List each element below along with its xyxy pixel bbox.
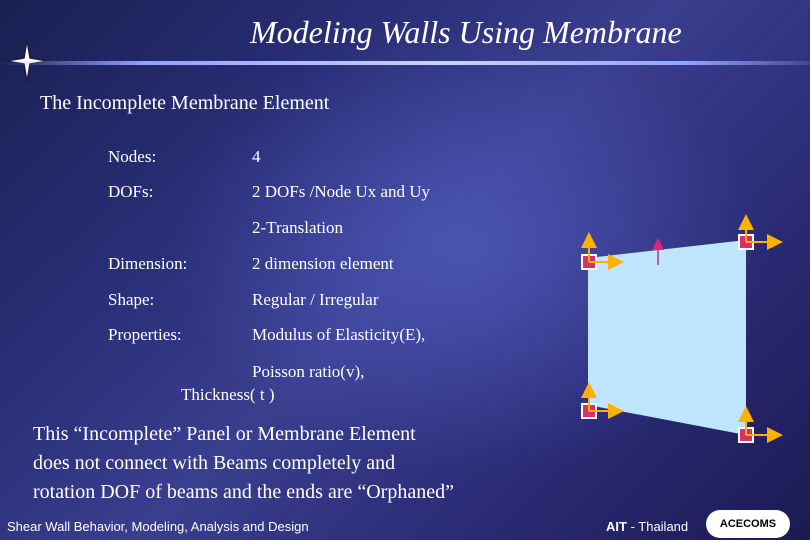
paragraph-line: does not connect with Beams completely and [33, 452, 396, 474]
paragraph-line: rotation DOF of beams and the ends are “Orphaned” [33, 481, 454, 503]
footer-location: - Thailand [626, 519, 689, 534]
dimension-value: 2 dimension element [252, 254, 394, 273]
properties-value: Modulus of Elasticity(E), [252, 325, 426, 344]
slide-subtitle: The Incomplete Membrane Element [40, 92, 330, 114]
description-paragraph [33, 420, 573, 507]
nodes-value: 4 [252, 147, 261, 166]
title-divider [0, 61, 810, 65]
shape-value: Regular / Irregular [252, 290, 379, 309]
footer-brand: AIT [606, 519, 627, 534]
dofs-value: 2 DOFs /Node Ux and Uy [252, 182, 431, 201]
direction-arrow-icon [652, 238, 664, 250]
nodes-label: Nodes: [108, 147, 157, 166]
footer-course-title: Shear Wall Behavior, Modeling, Analysis and Design [7, 519, 309, 534]
membrane-element-diagram [570, 210, 790, 450]
acecoms-logo: ACECOMS [706, 510, 790, 538]
footer-institution [606, 519, 688, 534]
properties-label: Properties: [108, 325, 182, 344]
shape-label: Shape: [108, 290, 155, 309]
paragraph-line: This “Incomplete” Panel or Membrane Element [33, 423, 416, 445]
membrane-panel [588, 240, 746, 435]
properties-poisson: Poisson ratio(v), [252, 362, 365, 381]
dofs-translation: 2-Translation [252, 218, 343, 237]
properties-thickness: Thickness( t ) [181, 385, 275, 404]
dimension-label: Dimension: [108, 254, 188, 273]
slide-title: Modeling Walls Using Membrane [250, 14, 682, 50]
dofs-label: DOFs: [108, 182, 154, 201]
